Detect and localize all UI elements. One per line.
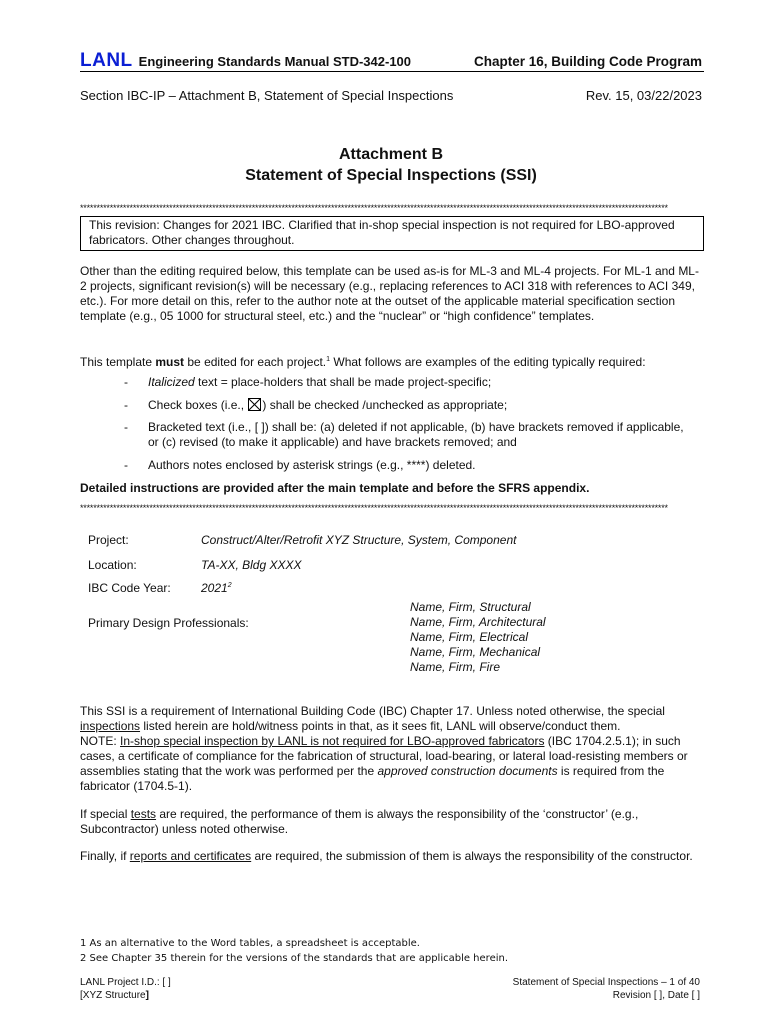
p2-text-b: are required, the performance of them is always the responsibility of the ‘constructor’ (e.g., Subcontractor) unless noted otherwise.	[80, 807, 639, 836]
footnote-ref-2: 2	[227, 582, 232, 589]
asterisk-divider-top: **********************************************************************************************************************************************************************************	[80, 203, 668, 213]
note-text-a: (IBC 1704.2.5.1); in such cases, a certificate of compliance for the fabrication of structural, load-bearing, or lateral load-resisting members or assemblies stating that the work was performed per the	[80, 734, 688, 778]
design-professionals-label: Primary Design Professionals:	[88, 616, 249, 630]
bracket-close: ]	[145, 990, 149, 1001]
professional-mechanical: Name, Firm, Mechanical	[410, 645, 541, 659]
bullet-marker: -	[124, 458, 128, 472]
code-year: 2021	[201, 581, 228, 595]
design-professionals-list	[410, 600, 546, 675]
edit-intro-pre: This template	[80, 355, 156, 369]
manual-title: Engineering Standards Manual STD-342-100	[138, 54, 412, 69]
p3-text-b: are required, the submission of them is always the responsibility of the constructor.	[251, 849, 693, 863]
section-title: Section IBC-IP – Attachment B, Statement of Special Inspections	[80, 88, 454, 103]
note-label: NOTE:	[80, 734, 121, 748]
reports-paragraph	[80, 849, 700, 864]
professional-fire: Name, Firm, Fire	[410, 660, 500, 674]
location-label: Location:	[88, 558, 137, 572]
code-year-label: IBC Code Year:	[88, 581, 171, 595]
detailed-instructions-note: Detailed instructions are provided after the main template and before the SFRS appendix.	[80, 481, 590, 495]
footer-page-info: Statement of Special Inspections – 1 of 40	[512, 977, 700, 988]
location-value: TA-XX, Bldg XXXX	[201, 558, 302, 572]
bullet-asterisks: Authors notes enclosed by asterisk strings (e.g., ****) deleted.	[148, 458, 476, 472]
bullet-1-text: text = place-holders that shall be made project-specific;	[194, 375, 492, 389]
inspections-underlined: inspections	[80, 719, 141, 733]
p1-text-b: listed herein are hold/witness points in that, as it sees fit, LANL will observe/conduct them.	[140, 719, 621, 733]
intro-paragraph: Other than the editing required below, this template can be used as-is for ML-3 and ML-4 projects. For ML-1 and ML-2 projects, significant revision(s) will be necessary (e.g., replacing references to ACI 318 with references to ACI 349, etc.). For more detail on this, refer to the author note at the outset of the applicable material specification section template (e.g., 05 1000 for structural steel, etc.) and the “nuclear” or “high confidence” templates.	[80, 264, 699, 323]
footnote-2	[80, 953, 508, 964]
p3-text-a: Finally, if	[80, 849, 130, 863]
project-label: Project:	[88, 533, 129, 547]
footer-right	[513, 976, 700, 1002]
bullet-2-post: ) shall be checked /unchecked as appropriate;	[262, 398, 508, 412]
bullet-marker: -	[124, 375, 128, 389]
professional-architectural: Name, Firm, Architectural	[410, 615, 546, 629]
p2-text-a: If special	[80, 807, 131, 821]
bullet-marker: -	[124, 398, 128, 412]
revision-note-box: This revision: Changes for 2021 IBC. Clarified that in-shop special inspection is not required for LBO-approved fabricators. Other changes throughout.	[80, 216, 704, 251]
bullet-checkboxes	[148, 398, 693, 413]
structure-name: XYZ Structure	[82, 990, 146, 1001]
p1-text-a: This SSI is a requirement of International Building Code (IBC) Chapter 17. Unless noted otherwise, the special	[80, 704, 665, 718]
note-text-b: is required from the fabricator (1704.5-1).	[80, 764, 665, 793]
note-underlined: In-shop special inspection by LANL is not required for LBO-approved fabricators	[120, 734, 545, 748]
footnote-text: See Chapter 35 therein for the versions of the standards that are applicable herein.	[86, 953, 509, 964]
footer-structure	[80, 989, 171, 1002]
manual-header	[80, 50, 411, 72]
professional-electrical: Name, Firm, Electrical	[410, 630, 529, 644]
edit-intro-tail: What follows are examples of the editing typically required:	[330, 355, 646, 369]
asterisk-divider-bottom: **********************************************************************************************************************************************************************************	[80, 503, 668, 513]
footer-revision: Revision [ ], Date [ ]	[612, 990, 700, 1001]
attachment-title: Attachment B	[338, 146, 443, 163]
footnote-text: As an alternative to the Word tables, a spreadsheet is acceptable.	[86, 938, 420, 949]
must-emphasis: must	[155, 355, 185, 369]
tests-underlined: tests	[130, 807, 157, 821]
document-title: Statement of Special Inspections (SSI)	[245, 167, 537, 184]
header-divider	[80, 71, 704, 72]
bullet-2-pre: Check boxes (i.e.,	[148, 398, 248, 412]
bullet-marker: -	[124, 420, 128, 434]
italic-example: Italicized	[148, 375, 195, 389]
chapter-title: Chapter 16, Building Code Program	[473, 54, 702, 69]
bullet-italicized	[148, 375, 693, 390]
tests-paragraph	[80, 807, 700, 837]
lanl-logo: LANL	[80, 50, 133, 71]
footnote-number: 2	[80, 953, 87, 964]
footnote-ref-1: 1	[326, 356, 331, 363]
footer-left	[80, 976, 171, 1002]
bullet-brackets: Bracketed text (i.e., [ ]) shall be: (a) deleted if not applicable, (b) have brackets removed if applicable, or (c) revised (to make it applicable) and have brackets removed; and	[148, 420, 684, 449]
bracket-open: [	[80, 990, 83, 1001]
ssi-requirement-paragraph	[80, 704, 700, 794]
footnote-number: 1	[80, 938, 87, 949]
footer-project-id: LANL Project I.D.: [ ]	[80, 977, 171, 988]
professional-structural: Name, Firm, Structural	[410, 600, 531, 614]
edit-instructions	[80, 352, 700, 370]
code-year-value	[201, 581, 232, 595]
footnote-1	[80, 938, 420, 949]
note-italic: approved construction documents	[377, 764, 558, 778]
project-value: Construct/Alter/Retrofit XYZ Structure, System, Component	[201, 533, 517, 547]
edit-intro-post: be edited for each project.	[184, 355, 327, 369]
reports-underlined: reports and certificates	[129, 849, 252, 863]
checked-box-icon	[248, 398, 261, 411]
revision-date: Rev. 15, 03/22/2023	[585, 88, 702, 103]
